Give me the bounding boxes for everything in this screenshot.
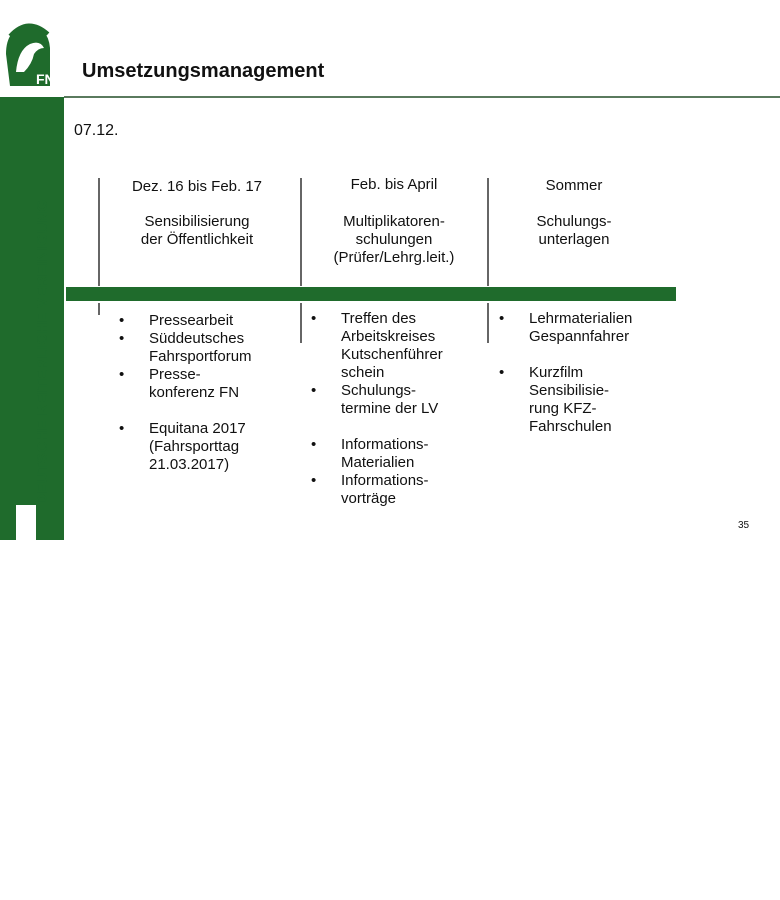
list-spacer xyxy=(499,346,674,364)
list-spacer xyxy=(119,402,299,420)
column-divider-1 xyxy=(300,178,302,286)
phase-1-line: Sensibilisierung xyxy=(144,213,250,230)
date-label: 07.12. xyxy=(74,122,119,139)
measures-list-3 xyxy=(499,310,674,436)
svg-text:FN: FN xyxy=(36,71,55,87)
list-item: • Süddeutsches Fahrsportforum xyxy=(119,330,299,366)
phase-3-line: Schulungs- xyxy=(536,213,612,230)
fn-logo xyxy=(2,14,58,94)
period-1: Dez. 16 bis Feb. 17 xyxy=(131,178,263,195)
list-item: • Lehrmaterialien Gespannfahrer xyxy=(499,310,674,346)
phase-2 xyxy=(303,213,485,267)
column-divider-2-lower xyxy=(487,303,489,343)
column-divider-1-lower xyxy=(300,303,302,343)
phase-1-line: der Öffentlichkeit xyxy=(140,231,254,248)
period-3: Sommer xyxy=(545,177,603,194)
phase-2-line: Multiplikatoren- xyxy=(343,213,445,230)
list-item: • Informations- vorträge xyxy=(311,472,486,508)
list-spacer xyxy=(311,418,486,436)
phase-3-line: unterlagen xyxy=(538,231,610,248)
list-item: • Informations- Materialien xyxy=(311,436,486,472)
timeline-band xyxy=(66,287,676,301)
phase-3 xyxy=(490,213,658,249)
column-left-border xyxy=(98,178,100,286)
phase-2-line: schulungen xyxy=(355,231,433,248)
list-item: • Schulungs- termine der LV xyxy=(311,382,486,418)
measures-list-1 xyxy=(119,312,299,474)
slide-title: Umsetzungsmanagement xyxy=(82,60,325,82)
organization-vertical-label: DEUTSCHE REITERLICHE VEREINIGUNG xyxy=(34,199,51,505)
column-divider-2 xyxy=(487,178,489,286)
phase-2-line: (Prüfer/Lehrg.leit.) xyxy=(333,249,455,266)
column-left-border-lower xyxy=(98,303,100,315)
list-item: • Equitana 2017 (Fahrsporttag 21.03.2017) xyxy=(119,420,299,474)
list-item: • Treffen des Arbeitskreises Kutschenführer schein xyxy=(311,310,486,382)
list-item: • Kurzfilm Sensibilisie- rung KFZ- Fahrschulen xyxy=(499,364,674,436)
page-number: 35 xyxy=(738,520,750,531)
list-item: • Presse- konferenz FN xyxy=(119,366,299,402)
vertical-label-background xyxy=(16,505,36,900)
phase-1 xyxy=(102,213,292,249)
title-divider xyxy=(64,96,780,98)
period-2: Feb. bis April xyxy=(350,176,438,193)
measures-list-2 xyxy=(311,310,486,508)
sidebar xyxy=(0,0,64,540)
list-item: • Pressearbeit xyxy=(119,312,299,330)
sidebar-green-bar xyxy=(0,97,64,540)
